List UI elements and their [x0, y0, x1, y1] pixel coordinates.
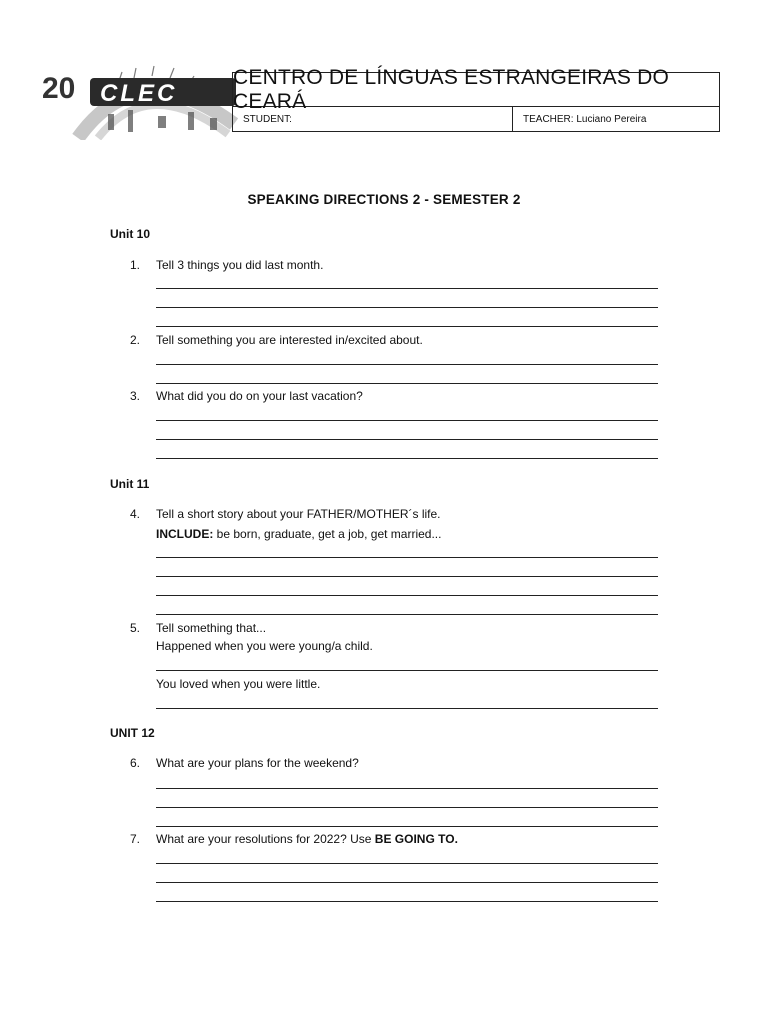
answer-line[interactable]: [156, 326, 658, 327]
include-line: [156, 527, 670, 541]
question-7: [130, 832, 670, 846]
include-text: be born, graduate, get a job, get married...: [213, 527, 442, 541]
answer-line[interactable]: [156, 863, 658, 864]
question-3: [130, 389, 670, 403]
question-emphasis: BE GOING TO.: [374, 832, 458, 846]
question-text-main: What are your resolutions for 2022? Use: [156, 832, 375, 846]
question-number: 5.: [130, 621, 141, 635]
answer-line[interactable]: [156, 788, 658, 789]
question-5: [130, 621, 670, 635]
document-title: SPEAKING DIRECTIONS 2 - SEMESTER 2: [247, 192, 521, 207]
answer-line[interactable]: [156, 383, 658, 384]
answer-line[interactable]: [156, 307, 658, 308]
question-6: [130, 756, 670, 770]
question-1: [130, 258, 670, 272]
unit-10-heading: Unit 10: [110, 227, 151, 241]
clec-logo-icon: [38, 64, 238, 140]
answer-line[interactable]: [156, 670, 658, 671]
answer-line[interactable]: [156, 614, 658, 615]
unit-11-heading: Unit 11: [110, 477, 150, 491]
question-text: Tell something that...: [156, 621, 267, 635]
include-label: INCLUDE:: [156, 527, 214, 541]
teacher-field: TEACHER: Luciano Pereira: [523, 114, 647, 125]
question-text: What did you do on your last vacation?: [156, 389, 363, 403]
question-number: 4.: [130, 507, 141, 521]
answer-line[interactable]: [156, 826, 658, 827]
question-number: 7.: [130, 832, 141, 846]
sub-prompt-young: Happened when you were young/a child.: [156, 639, 373, 653]
svg-text:CLEC: CLEC: [100, 80, 178, 107]
unit-12-heading: UNIT 12: [110, 726, 155, 740]
answer-line[interactable]: [156, 458, 658, 459]
school-logo: [38, 64, 238, 140]
answer-line[interactable]: [156, 439, 658, 440]
question-number: 2.: [130, 333, 141, 347]
school-name: CENTRO DE LÍNGUAS ESTRANGEIRAS DO CEARÁ: [233, 73, 719, 107]
answer-line[interactable]: [156, 595, 658, 596]
answer-line[interactable]: [156, 576, 658, 577]
answer-line[interactable]: [156, 708, 658, 709]
question-text: Tell 3 things you did last month.: [156, 258, 324, 272]
question-text: Tell a short story about your FATHER/MOTHER´s life.: [156, 507, 441, 521]
header-table: [232, 65, 720, 132]
question-2: [130, 333, 670, 347]
svg-text:20: 20: [42, 72, 76, 105]
question-number: 1.: [130, 258, 141, 272]
question-4: [130, 507, 670, 541]
answer-line[interactable]: [156, 882, 658, 883]
question-text: What are your plans for the weekend?: [156, 756, 359, 770]
question-text: Tell something you are interested in/excited about.: [156, 333, 423, 347]
answer-line[interactable]: [156, 557, 658, 558]
answer-line[interactable]: [156, 807, 658, 808]
student-field[interactable]: STUDENT:: [233, 107, 513, 132]
answer-line[interactable]: [156, 288, 658, 289]
sub-prompt-loved: You loved when you were little.: [156, 677, 321, 691]
question-number: 6.: [130, 756, 141, 770]
answer-line[interactable]: [156, 901, 658, 902]
answer-line[interactable]: [156, 420, 658, 421]
question-text: [156, 832, 670, 846]
question-number: 3.: [130, 389, 141, 403]
answer-line[interactable]: [156, 364, 658, 365]
